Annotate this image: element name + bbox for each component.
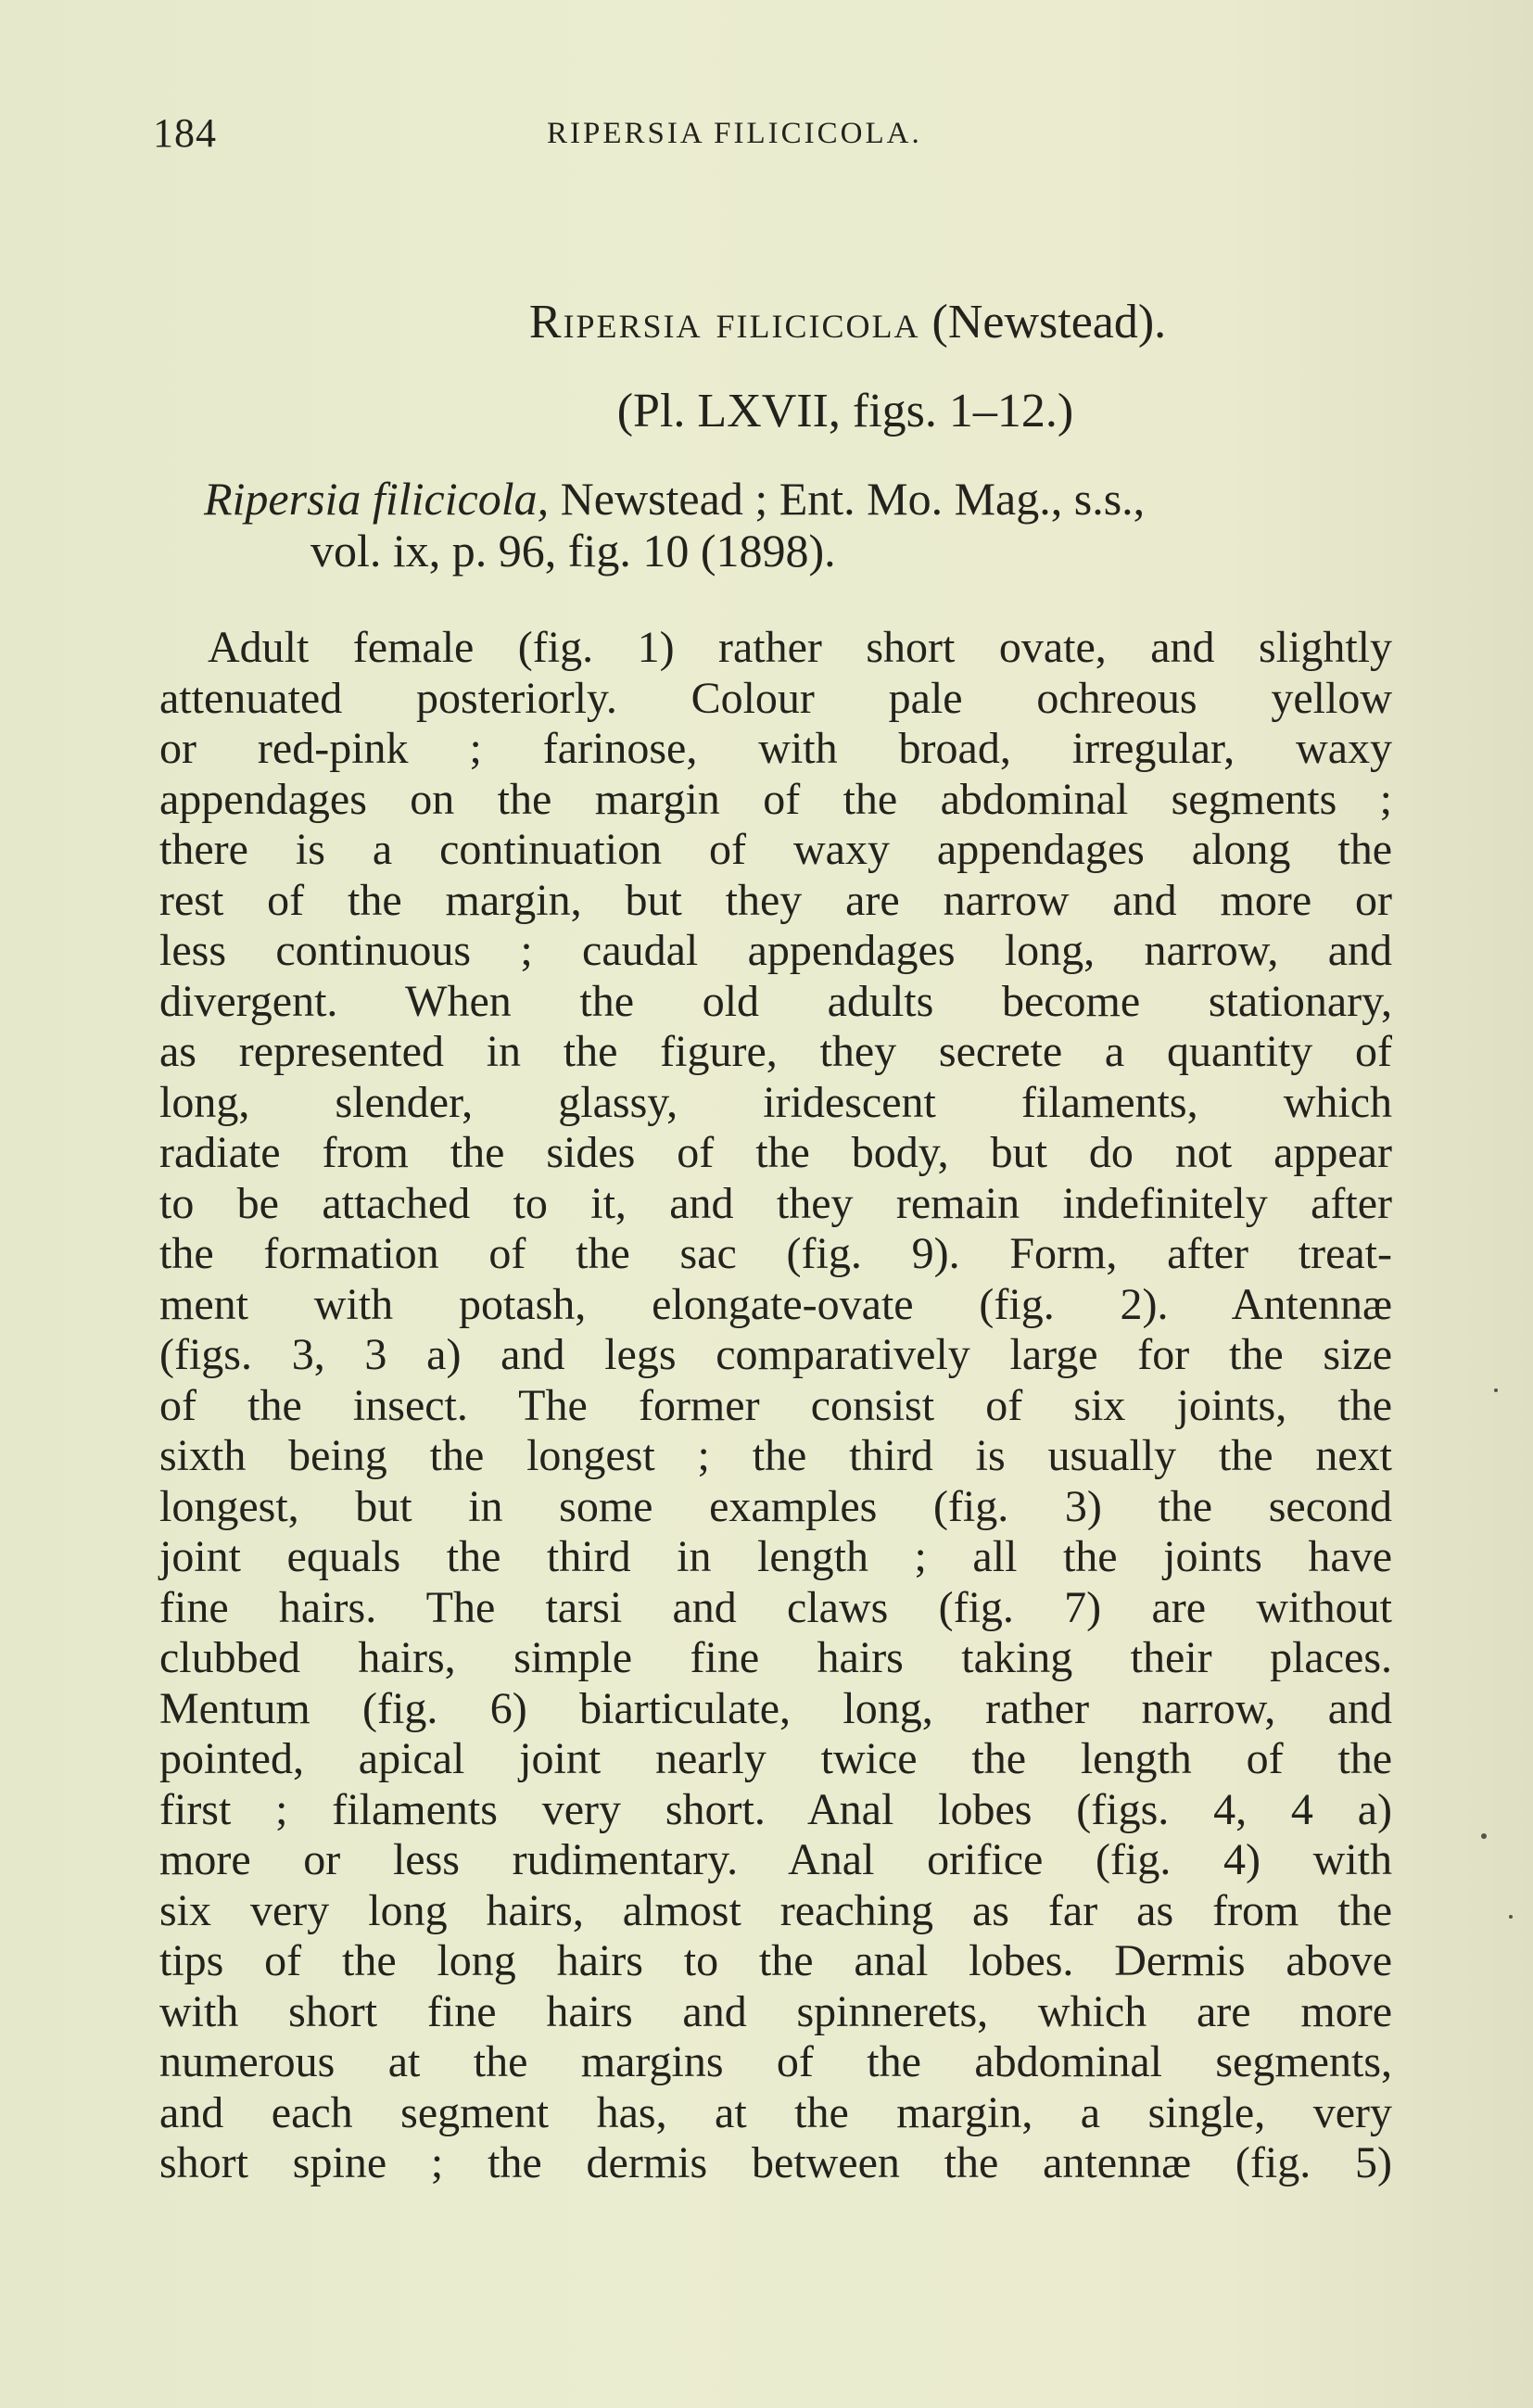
body-line: radiate from the sides of the body, but do not appear: [159, 1128, 1392, 1177]
body-line: and each segment has, at the margin, a single, very: [159, 2087, 1392, 2137]
body-line: or red-pink ; farinose, with broad, irregular, waxy: [159, 724, 1392, 773]
plate-reference: (Pl. LXVII, figs. 1–12.): [616, 385, 1074, 437]
body-line: rest of the margin, but they are narrow and more or: [159, 875, 1392, 925]
body-line: with short fine hairs and spinnerets, which are more: [159, 1986, 1392, 2036]
body-line: Mentum (fig. 6) biarticulate, long, rather narrow, and: [159, 1683, 1392, 1733]
body-line: short spine ; the dermis between the antennæ (fig. 5): [159, 2138, 1392, 2187]
body-line: appendages on the margin of the abdominal segments ;: [159, 774, 1392, 824]
body-line: sixth being the longest ; the third is usually the next: [159, 1431, 1392, 1480]
body-line: to be attached to it, and they remain indefinitely after: [159, 1178, 1392, 1228]
body-line: of the insect. The former consist of six joints, the: [159, 1380, 1392, 1430]
citation-volume: vol. ix, p. 96, fig. 10 (1898).: [310, 525, 836, 577]
species-author: (Newstead).: [931, 296, 1167, 349]
body-line: Adult female (fig. 1) rather short ovate, and slightly: [208, 623, 1392, 672]
body-line: clubbed hairs, simple fine hairs taking their places.: [159, 1633, 1392, 1682]
description-paragraph: [159, 623, 1392, 2189]
body-line: numerous at the margins of the abdominal segments,: [159, 2037, 1392, 2086]
body-line: (figs. 3, 3 a) and legs comparatively large for the size: [159, 1330, 1392, 1379]
ink-speck: [1481, 1833, 1487, 1839]
body-line: there is a continuation of waxy appendages along the: [159, 825, 1392, 874]
body-line: attenuated posteriorly. Colour pale ochreous yellow: [159, 673, 1392, 723]
body-line: first ; filaments very short. Anal lobes (figs. 4, 4 a): [159, 1784, 1392, 1834]
running-head: RIPERSIA FILICICOLA.: [547, 117, 922, 150]
body-line: less continuous ; caudal appendages long, narrow, and: [159, 926, 1392, 975]
species-name: Ripersia filicicola: [528, 296, 920, 349]
species-title: [0, 295, 1533, 349]
body-line: divergent. When the old adults become stationary,: [159, 976, 1392, 1026]
body-line: long, slender, glassy, iridescent filaments, which: [159, 1077, 1392, 1127]
body-line: more or less rudimentary. Anal orifice (fig. 4) with: [159, 1835, 1392, 1884]
body-line: the formation of the sac (fig. 9). Form, after treat-: [159, 1229, 1392, 1278]
body-line: ment with potash, elongate-ovate (fig. 2). Antennæ: [159, 1279, 1392, 1329]
body-line: as represented in the figure, they secrete a quantity of: [159, 1027, 1392, 1076]
citation: [204, 473, 1400, 577]
citation-source: Newstead ; Ent. Mo. Mag., s.s.,: [549, 473, 1146, 525]
body-line: fine hairs. The tarsi and claws (fig. 7) are without: [159, 1582, 1392, 1632]
body-line: six very long hairs, almost reaching as far as from the: [159, 1885, 1392, 1935]
body-line: pointed, apical joint nearly twice the length of the: [159, 1734, 1392, 1783]
body-line: longest, but in some examples (fig. 3) the second: [159, 1481, 1392, 1531]
page-number: 184: [153, 110, 217, 156]
ink-speck: [1494, 1388, 1498, 1392]
citation-species-name: Ripersia filicicola,: [204, 473, 550, 525]
ink-speck: [1509, 1915, 1513, 1919]
body-line: tips of the long hairs to the anal lobes. Dermis above: [159, 1936, 1392, 1985]
body-line: joint equals the third in length ; all the joints have: [159, 1532, 1392, 1581]
